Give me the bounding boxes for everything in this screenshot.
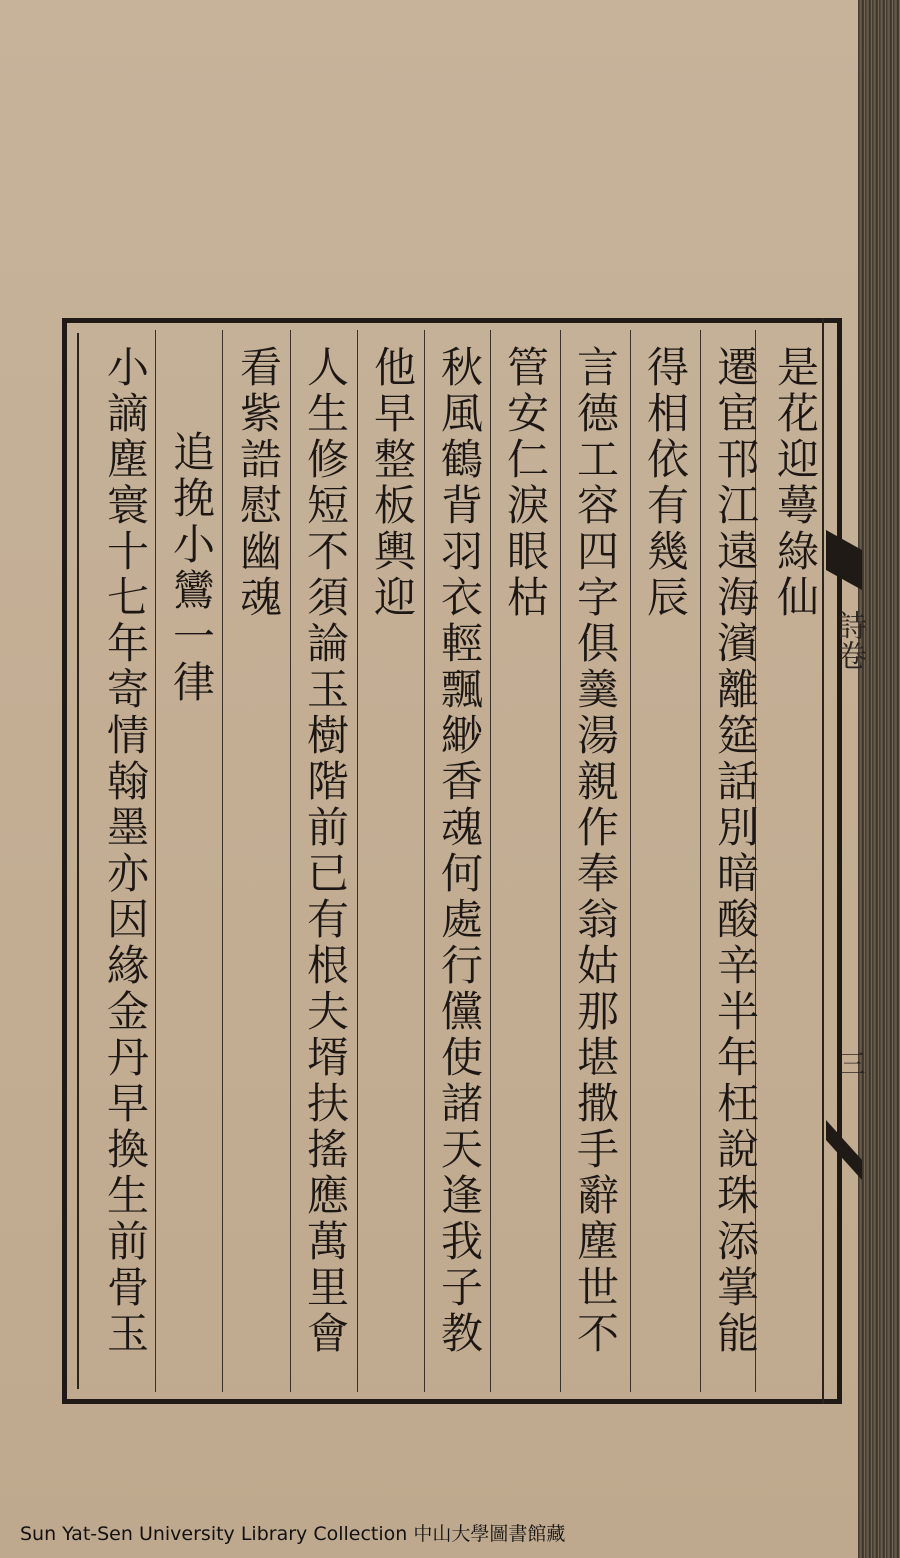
spine-title: 詩卷 [831, 610, 866, 670]
column-rule [630, 330, 631, 1392]
column-rule [700, 330, 701, 1392]
text-column-8: 人生修短不須論玉樹階前已有根夫壻扶搖應萬里會 [301, 345, 350, 1357]
text-column-2: 遷宦邗江遠海濱離筵話別暗酸辛半年枉說珠添掌能 [711, 345, 760, 1357]
poem-title: 追挽小鸞一律 [167, 430, 216, 706]
text-column-5: 管安仁淚眼枯 [501, 345, 550, 621]
text-column-3: 得相依有幾辰 [641, 345, 690, 621]
column-rule [155, 330, 156, 1392]
fishtail-top-mark [826, 530, 862, 590]
text-column-7: 他早整板輿迎 [368, 345, 417, 621]
column-rule [560, 330, 561, 1392]
text-column-4: 言德工容四字俱羹湯親作奉翁姑那堪撒手辭塵世不 [571, 345, 620, 1357]
column-rule [424, 330, 425, 1392]
collection-footer: Sun Yat-Sen University Library Collection 中山大學圖書館藏 [20, 1523, 566, 1545]
column-rule [290, 330, 291, 1392]
fishtail-bottom-mark [826, 1120, 862, 1180]
page-number: 三 [835, 1050, 865, 1076]
text-column-1: 是花迎蕚綠仙 [771, 345, 820, 621]
column-rule [490, 330, 491, 1392]
text-column-11: 小謫塵寰十七年寄情翰墨亦因緣金丹早換生前骨玉 [101, 345, 150, 1357]
column-rule [222, 330, 223, 1392]
column-rule [357, 330, 358, 1392]
page-stack-edge [858, 0, 900, 1558]
text-column-6: 秋風鶴背羽衣輕飄緲香魂何處行儻使諸天逢我子教 [435, 345, 484, 1357]
text-column-9: 看紫誥慰幽魂 [234, 345, 283, 621]
book-spine-column [822, 318, 864, 1404]
